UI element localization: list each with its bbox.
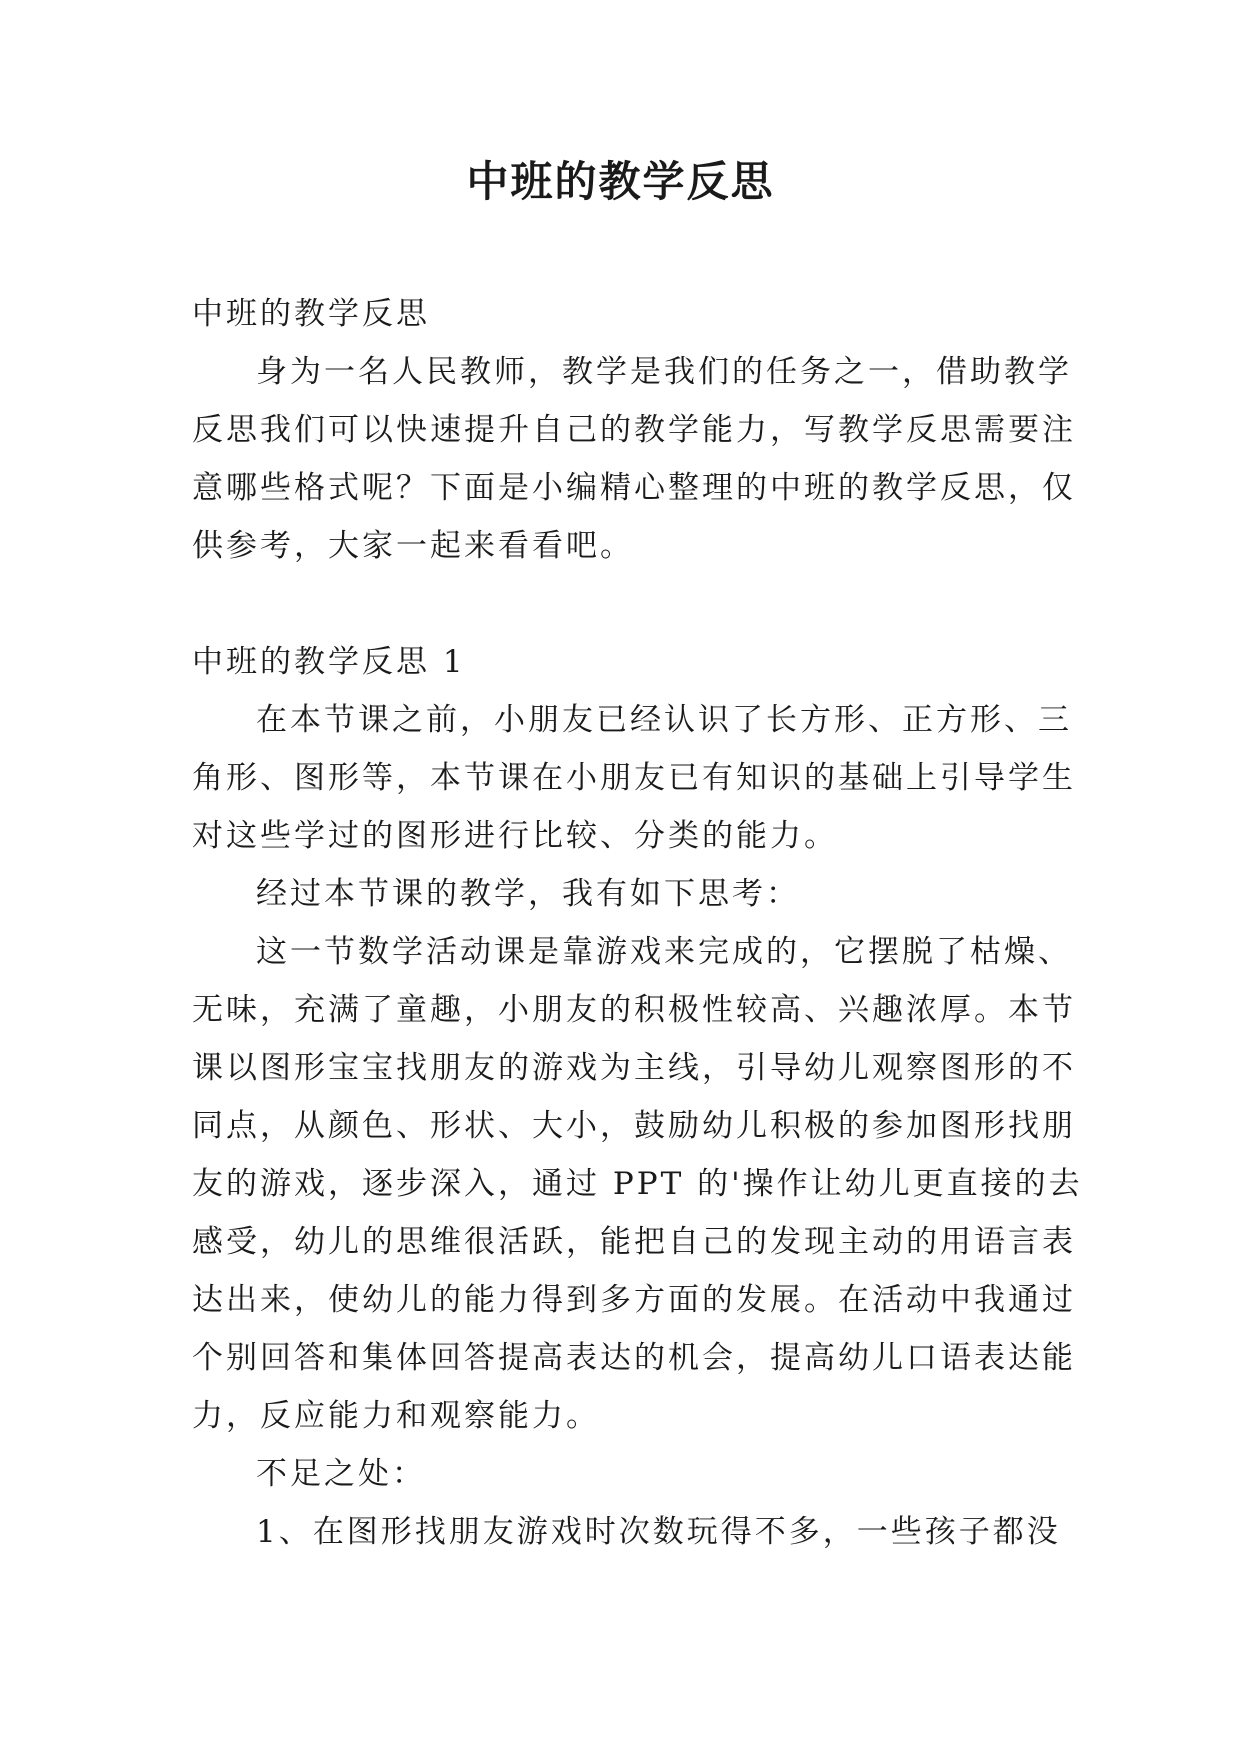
text-line: 对这些学过的图形进行比较、分类的能力。 xyxy=(192,818,838,854)
text-line: 力，反应能力和观察能力。 xyxy=(192,1398,600,1434)
text-line: 友的游戏，逐步深入，通过 PPT 的'操作让幼儿更直接的去 xyxy=(192,1166,1083,1202)
paragraph-gap xyxy=(192,575,1052,633)
text-line: 反思我们可以快速提升自己的教学能力，写教学反思需要注 xyxy=(192,412,1076,448)
document-body xyxy=(192,285,1083,1561)
text-line: 身为一名人民教师，教学是我们的任务之一，借助教学 xyxy=(256,354,1072,390)
text-line: 经过本节课的教学，我有如下思考： xyxy=(256,876,800,912)
text-line: 中班的教学反思 1 xyxy=(192,644,466,680)
text-line: 不足之处： xyxy=(256,1456,426,1492)
text-line: 意哪些格式呢？下面是小编精心整理的中班的教学反思，仅 xyxy=(192,470,1076,506)
text-line: 达出来，使幼儿的能力得到多方面的发展。在活动中我通过 xyxy=(192,1282,1076,1318)
text-line: 这一节数学活动课是靠游戏来完成的，它摆脱了枯燥、 xyxy=(256,934,1072,970)
text-line: 课以图形宝宝找朋友的游戏为主线，引导幼儿观察图形的不 xyxy=(192,1050,1076,1086)
text-line: 感受，幼儿的思维很活跃，能把自己的发现主动的用语言表 xyxy=(192,1224,1076,1260)
text-line: 1、在图形找朋友游戏时次数玩得不多，一些孩子都没 xyxy=(256,1514,1061,1550)
text-line: 同点，从颜色、形状、大小，鼓励幼儿积极的参加图形找朋 xyxy=(192,1108,1076,1144)
text-line: 中班的教学反思 xyxy=(192,296,430,332)
text-line: 供参考，大家一起来看看吧。 xyxy=(192,528,634,564)
text-line: 无味，充满了童趣，小朋友的积极性较高、兴趣浓厚。本节 xyxy=(192,992,1076,1028)
text-line: 在本节课之前，小朋友已经认识了长方形、正方形、三 xyxy=(256,702,1072,738)
text-line: 个别回答和集体回答提高表达的机会，提高幼儿口语表达能 xyxy=(192,1340,1076,1376)
document-title: 中班的教学反思 xyxy=(466,157,775,206)
text-line: 角形、图形等，本节课在小朋友已有知识的基础上引导学生 xyxy=(192,760,1076,796)
